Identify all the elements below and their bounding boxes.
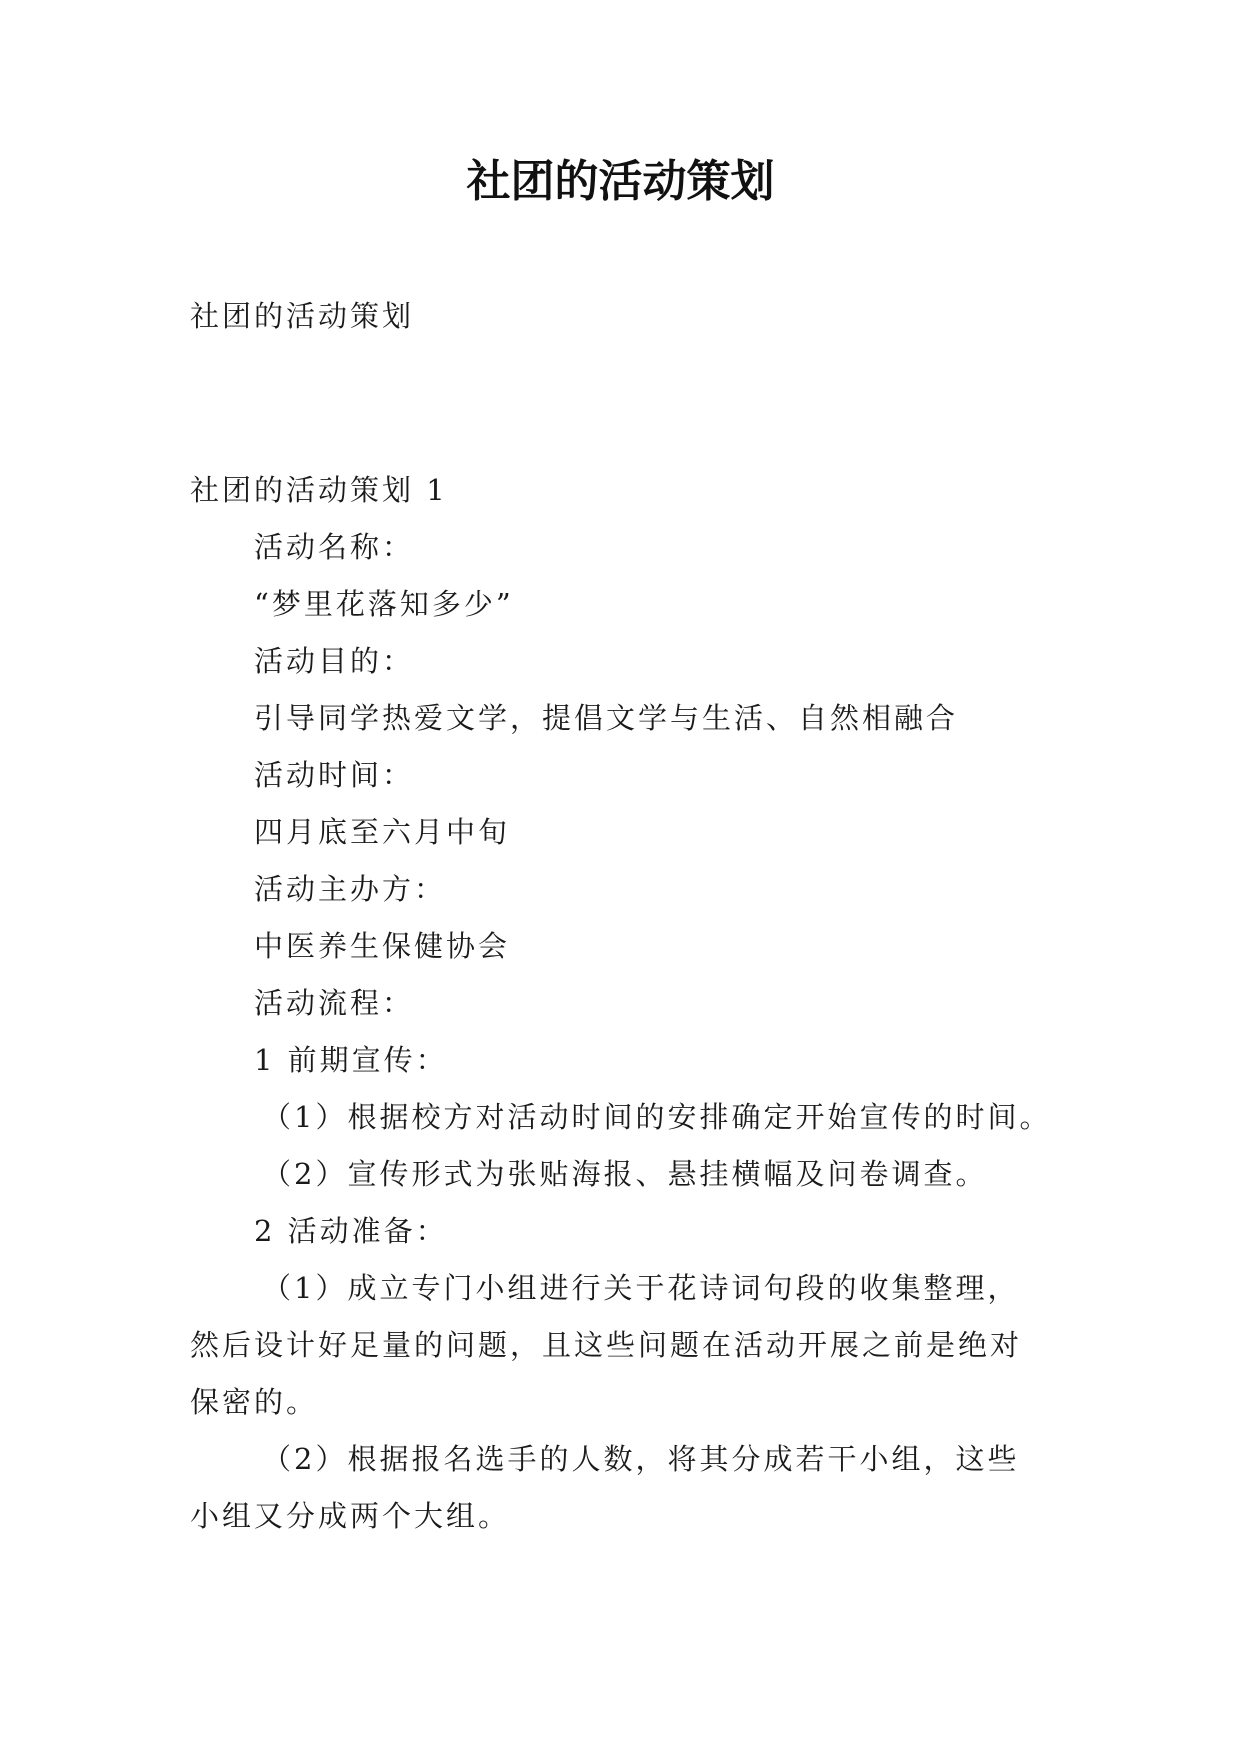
paragraph-line: （2）根据报名选手的人数，将其分成若干小组，这些 bbox=[262, 1442, 1020, 1476]
paragraph-line: 2 活动准备： bbox=[254, 1214, 448, 1248]
paragraph-line: 小组又分成两个大组。 bbox=[190, 1499, 511, 1533]
paragraph-line: 中医养生保健协会 bbox=[254, 929, 511, 963]
paragraph-line: 活动主办方： bbox=[254, 872, 447, 906]
paragraph-line: （1）成立专门小组进行关于花诗词句段的收集整理， bbox=[262, 1271, 1020, 1305]
paragraph-line: 然后设计好足量的问题，且这些问题在活动开展之前是绝对 bbox=[190, 1328, 1023, 1362]
paragraph-line: 活动时间： bbox=[254, 758, 415, 792]
paragraph-line: 保密的。 bbox=[190, 1385, 319, 1419]
paragraph-line: “梦里花落知多少” bbox=[254, 587, 514, 621]
paragraph-line: 引导同学热爱文学，提倡文学与生活、自然相融合 bbox=[254, 701, 959, 735]
document-title: 社团的活动策划 bbox=[466, 156, 775, 207]
paragraph-line: 活动名称： bbox=[254, 530, 415, 564]
paragraph-line: 活动流程： bbox=[254, 986, 415, 1020]
subtitle-line: 社团的活动策划 bbox=[190, 299, 415, 333]
section-heading: 社团的活动策划 1 bbox=[190, 473, 448, 507]
paragraph-line: （1）根据校方对活动时间的安排确定开始宣传的时间。 bbox=[262, 1100, 1052, 1134]
paragraph-line: 1 前期宣传： bbox=[254, 1043, 448, 1077]
paragraph-line: 四月底至六月中旬 bbox=[254, 815, 511, 849]
paragraph-line: （2）宣传形式为张贴海报、悬挂横幅及问卷调查。 bbox=[262, 1157, 988, 1191]
paragraph-line: 活动目的： bbox=[254, 644, 415, 678]
